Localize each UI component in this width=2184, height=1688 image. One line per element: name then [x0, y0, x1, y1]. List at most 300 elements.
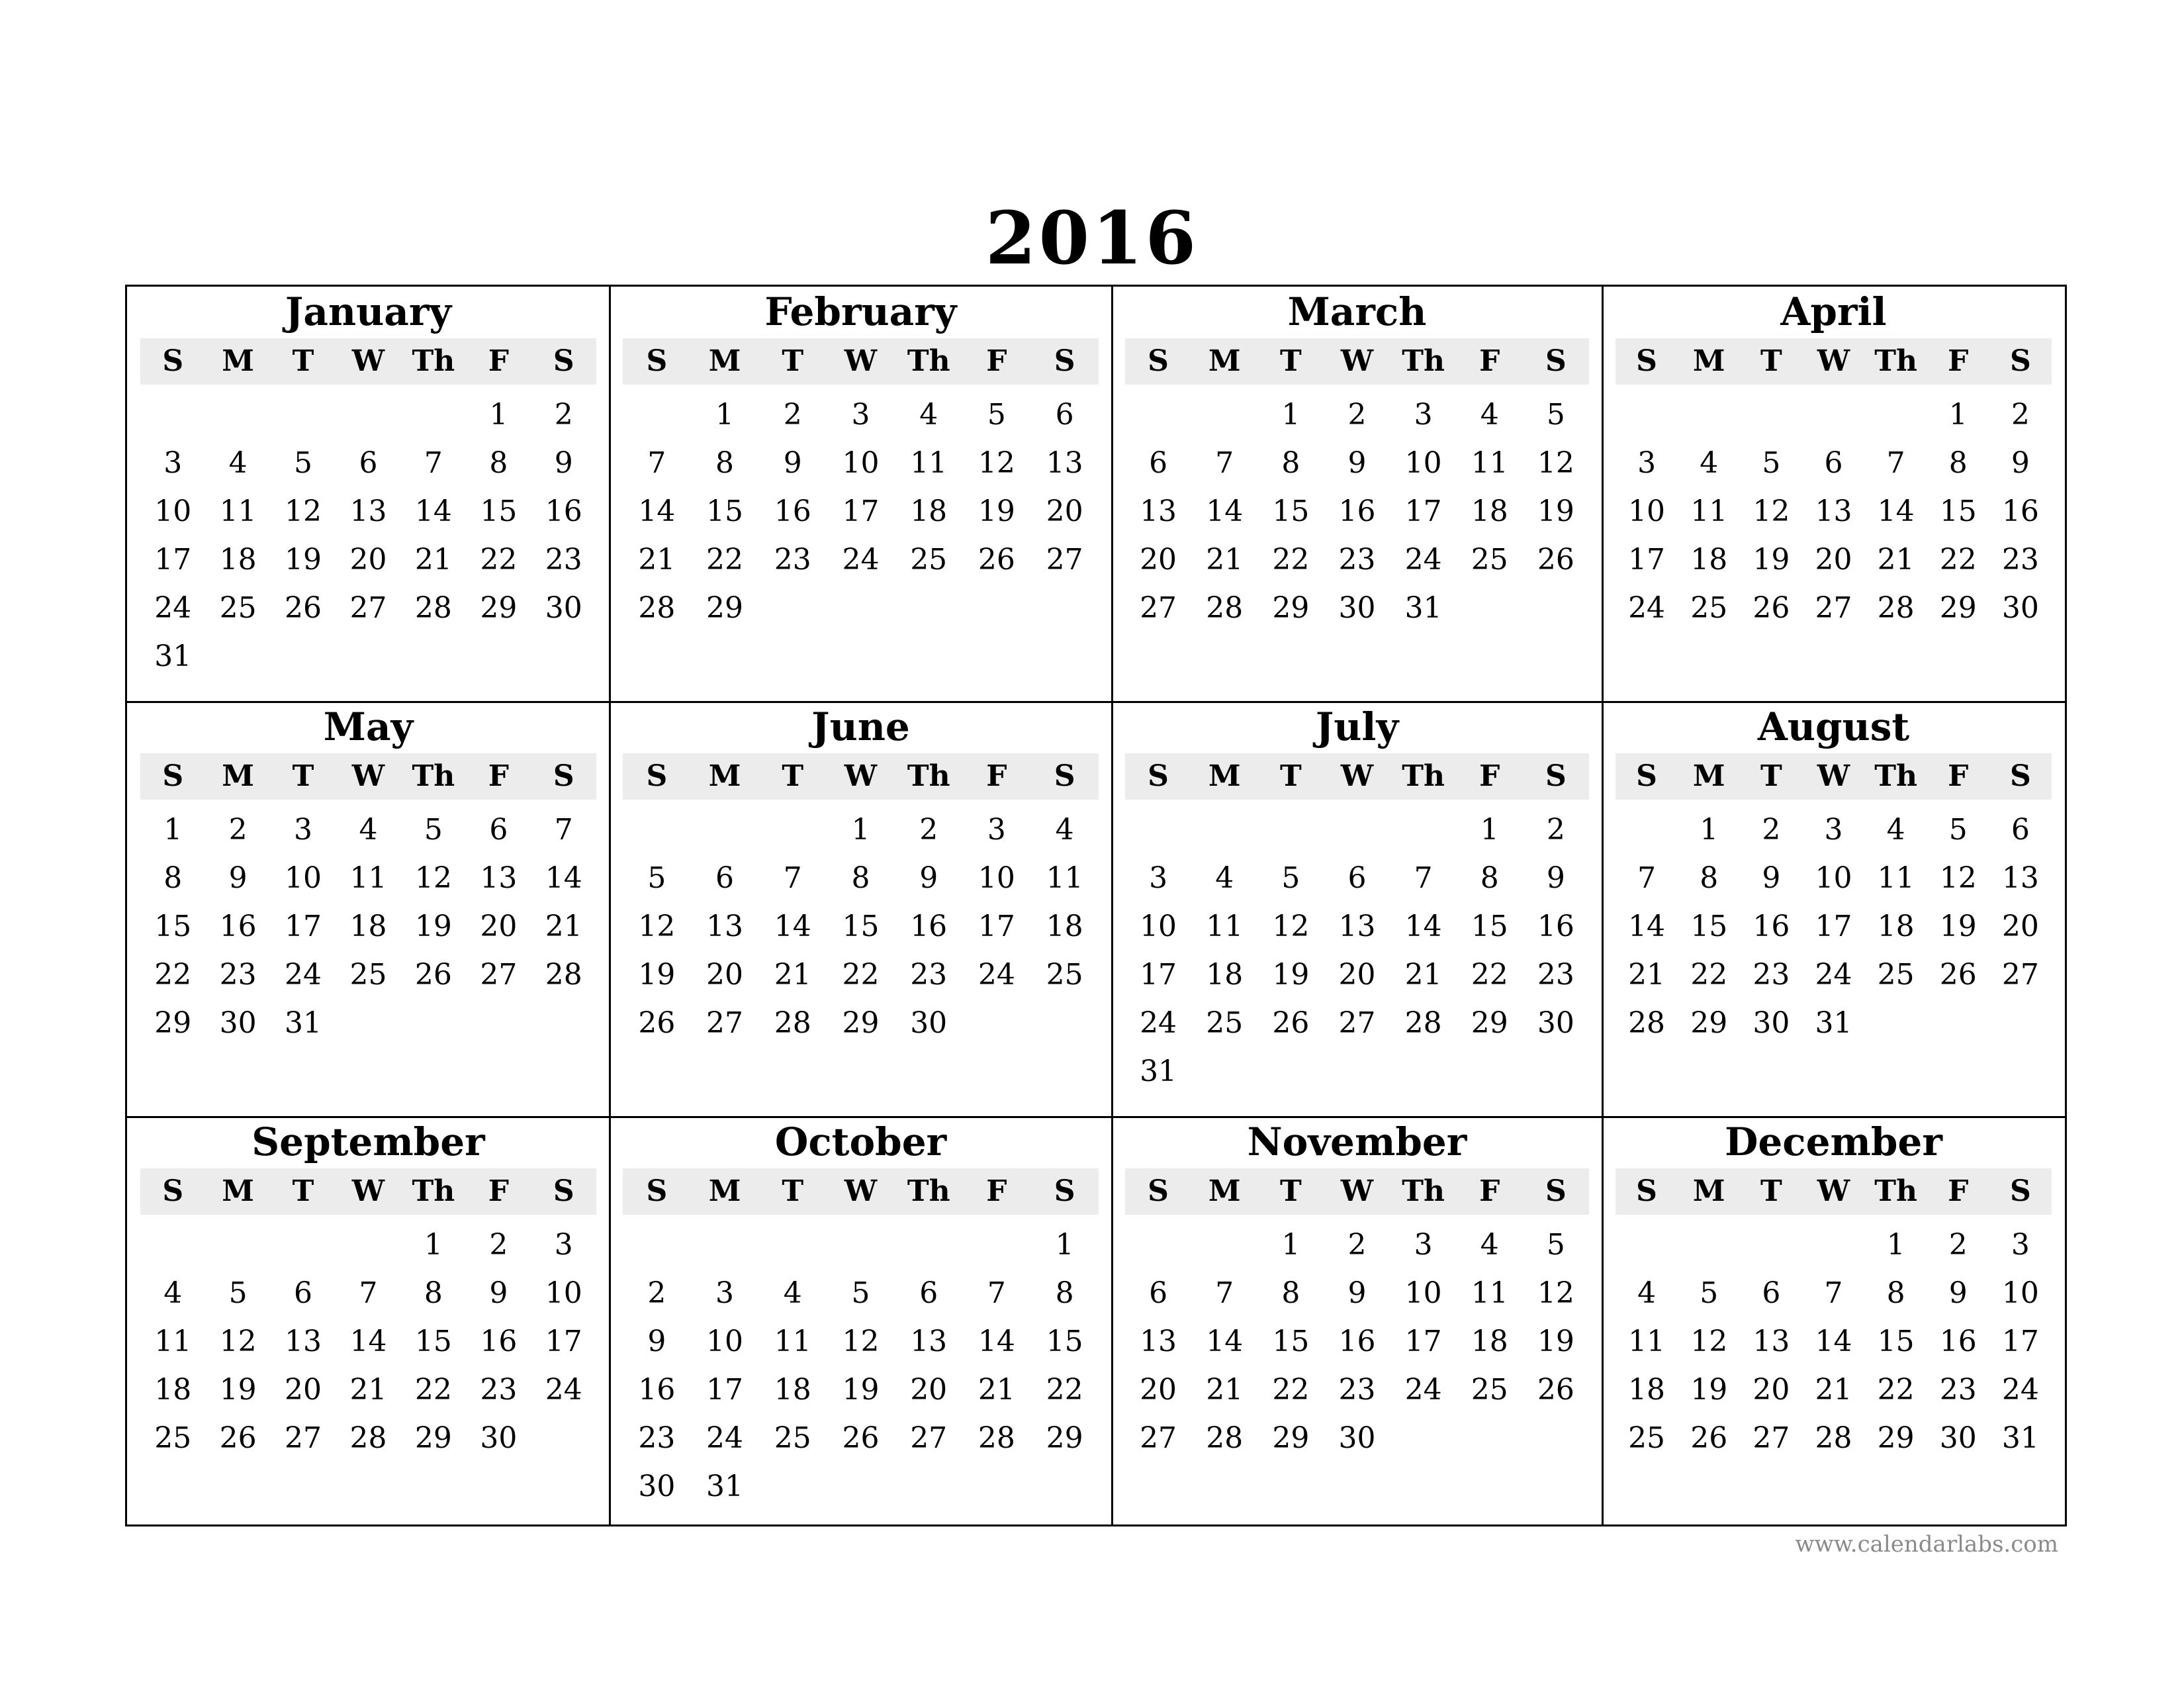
day-cell: 6 [359, 446, 378, 480]
day-cell: 16 [910, 910, 948, 943]
day-cell: 31 [1404, 591, 1442, 625]
day-cell: 14 [978, 1325, 1015, 1358]
day-cell: 25 [1471, 543, 1508, 577]
day-cell: 25 [349, 958, 387, 992]
weekday-label: T [782, 759, 804, 793]
day-cell: 14 [774, 910, 811, 943]
month-name: March [1287, 289, 1427, 334]
day-cell: 21 [638, 543, 676, 577]
weekday-label: F [986, 759, 1007, 793]
day-cell: 25 [1471, 1373, 1508, 1407]
day-cell: 19 [1939, 910, 1977, 943]
day-cell: 23 [480, 1373, 518, 1407]
day-cell: 11 [154, 1325, 192, 1358]
calendar-grid [125, 285, 2067, 1526]
weekday-label: F [1948, 759, 1969, 793]
day-cell: 19 [1690, 1373, 1728, 1407]
day-cell: 6 [715, 861, 735, 895]
weekday-label: S [1545, 1174, 1567, 1208]
day-cell: 14 [349, 1325, 387, 1358]
day-cell: 24 [842, 543, 880, 577]
day-cell: 1 [851, 813, 870, 847]
day-cell: 4 [1700, 446, 1719, 480]
weekday-label: S [1545, 344, 1567, 378]
day-cell: 24 [285, 958, 322, 992]
day-cell: 17 [2001, 1325, 2039, 1358]
credit-text: www.calendarlabs.com [1795, 1531, 2058, 1558]
day-cell: 5 [1700, 1276, 1719, 1310]
day-cell: 30 [480, 1421, 518, 1455]
weekday-label: M [222, 1174, 254, 1208]
day-cell: 26 [1537, 1373, 1574, 1407]
weekday-label: Th [1874, 344, 1917, 378]
day-cell: 21 [978, 1373, 1015, 1407]
weekday-label: F [1479, 344, 1500, 378]
day-cell: 2 [647, 1276, 666, 1310]
day-cell: 9 [919, 861, 938, 895]
weekday-label: M [222, 344, 254, 378]
weekday-label: T [1279, 759, 1302, 793]
day-cell: 22 [1690, 958, 1728, 992]
day-cell: 23 [1338, 1373, 1376, 1407]
day-cell: 2 [1347, 398, 1367, 432]
day-cell: 7 [1637, 861, 1657, 895]
day-cell: 3 [1824, 813, 1843, 847]
day-cell: 6 [2011, 813, 2030, 847]
day-cell: 22 [1939, 543, 1977, 577]
day-cell: 20 [1338, 958, 1376, 992]
day-cell: 29 [842, 1006, 880, 1040]
day-cell: 3 [1414, 1228, 1433, 1262]
day-cell: 12 [1939, 861, 1977, 895]
day-cell: 31 [285, 1006, 322, 1040]
weekday-label: F [1948, 1174, 1969, 1208]
day-cell: 19 [1272, 958, 1310, 992]
weekday-label: S [1636, 344, 1657, 378]
day-cell: 1 [1886, 1228, 1905, 1262]
day-cell: 4 [1215, 861, 1234, 895]
day-cell: 4 [163, 1276, 183, 1310]
day-cell: 9 [783, 446, 802, 480]
day-cell: 12 [285, 494, 322, 528]
day-cell: 9 [1347, 1276, 1367, 1310]
day-cell: 15 [1471, 910, 1508, 943]
weekday-label: W [1817, 759, 1850, 793]
day-cell: 11 [1206, 910, 1244, 943]
day-cell: 27 [1338, 1006, 1376, 1040]
day-cell: 12 [1537, 1276, 1574, 1310]
day-cell: 15 [1046, 1325, 1083, 1358]
day-cell: 7 [1886, 446, 1905, 480]
day-cell: 24 [706, 1421, 744, 1455]
day-cell: 12 [1537, 446, 1574, 480]
day-cell: 18 [910, 494, 948, 528]
day-cell: 17 [1404, 1325, 1442, 1358]
weekday-label: W [351, 1174, 385, 1208]
day-cell: 22 [842, 958, 880, 992]
day-cell: 6 [1149, 1276, 1168, 1310]
month-name: October [774, 1119, 947, 1164]
day-cell: 28 [1877, 591, 1915, 625]
day-cell: 25 [774, 1421, 811, 1455]
day-cell: 16 [1752, 910, 1790, 943]
day-cell: 22 [1471, 958, 1508, 992]
day-cell: 5 [1762, 446, 1781, 480]
day-cell: 5 [1546, 398, 1565, 432]
day-cell: 15 [1690, 910, 1728, 943]
day-cell: 17 [154, 543, 192, 577]
day-cell: 10 [1628, 494, 1666, 528]
day-cell: 10 [1815, 861, 1852, 895]
day-cell: 11 [1877, 861, 1915, 895]
day-cell: 31 [1140, 1055, 1177, 1088]
day-cell: 28 [978, 1421, 1015, 1455]
day-cell: 23 [1338, 543, 1376, 577]
month-name: September [251, 1119, 485, 1164]
day-cell: 28 [1206, 591, 1244, 625]
day-cell: 26 [1752, 591, 1790, 625]
month-name: December [1725, 1119, 1942, 1164]
day-cell: 31 [1815, 1006, 1852, 1040]
day-cell: 8 [424, 1276, 443, 1310]
day-cell: 8 [1948, 446, 1968, 480]
day-cell: 26 [1939, 958, 1977, 992]
weekday-label: S [1148, 1174, 1169, 1208]
day-cell: 22 [1877, 1373, 1915, 1407]
weekday-label: T [1279, 344, 1302, 378]
day-cell: 19 [1752, 543, 1790, 577]
day-cell: 15 [1272, 494, 1310, 528]
day-cell: 19 [414, 910, 452, 943]
day-cell: 28 [414, 591, 452, 625]
day-cell: 19 [978, 494, 1015, 528]
day-cell: 20 [706, 958, 744, 992]
weekday-label: S [1054, 1174, 1075, 1208]
weekday-header-row [1125, 753, 1589, 800]
day-cell: 9 [647, 1325, 666, 1358]
day-cell: 16 [545, 494, 582, 528]
day-cell: 27 [285, 1421, 322, 1455]
day-cell: 27 [910, 1421, 948, 1455]
day-cell: 14 [414, 494, 452, 528]
day-cell: 2 [1948, 1228, 1968, 1262]
day-cell: 27 [1752, 1421, 1790, 1455]
day-cell: 23 [638, 1421, 676, 1455]
day-cell: 24 [1140, 1006, 1177, 1040]
day-cell: 18 [1046, 910, 1083, 943]
day-cell: 25 [1206, 1006, 1244, 1040]
weekday-label: M [1692, 759, 1725, 793]
day-cell: 21 [1628, 958, 1666, 992]
day-cell: 10 [706, 1325, 744, 1358]
day-cell: 6 [1762, 1276, 1781, 1310]
weekday-label: Th [1402, 344, 1445, 378]
day-cell: 18 [349, 910, 387, 943]
weekday-label: T [292, 759, 314, 793]
day-cell: 1 [1700, 813, 1719, 847]
day-cell: 29 [480, 591, 518, 625]
day-cell: 29 [1046, 1421, 1083, 1455]
weekday-label: M [1692, 1174, 1725, 1208]
day-cell: 11 [1628, 1325, 1666, 1358]
month-name: August [1757, 704, 1910, 749]
day-cell: 26 [638, 1006, 676, 1040]
weekday-label: F [1479, 1174, 1500, 1208]
day-cell: 28 [349, 1421, 387, 1455]
day-cell: 21 [414, 543, 452, 577]
weekday-label: F [488, 344, 509, 378]
day-cell: 2 [1347, 1228, 1367, 1262]
day-cell: 19 [285, 543, 322, 577]
day-cell: 26 [1537, 543, 1574, 577]
day-cell: 16 [774, 494, 811, 528]
month-january [127, 287, 610, 702]
day-cell: 3 [1149, 861, 1168, 895]
day-cell: 7 [647, 446, 666, 480]
day-cell: 3 [715, 1276, 735, 1310]
day-cell: 17 [1140, 958, 1177, 992]
day-cell: 24 [1815, 958, 1852, 992]
day-cell: 18 [1877, 910, 1915, 943]
day-cell: 25 [1877, 958, 1915, 992]
day-cell: 13 [349, 494, 387, 528]
day-cell: 6 [1055, 398, 1074, 432]
day-cell: 23 [1939, 1373, 1977, 1407]
day-cell: 9 [554, 446, 573, 480]
weekday-label: W [351, 759, 385, 793]
day-cell: 14 [1206, 494, 1244, 528]
weekday-label: Th [412, 1174, 455, 1208]
day-cell: 22 [480, 543, 518, 577]
weekday-header-row [1125, 1168, 1589, 1215]
weekday-label: M [1208, 759, 1241, 793]
weekday-label: W [844, 1174, 878, 1208]
day-cell: 1 [1281, 1228, 1300, 1262]
day-cell: 28 [638, 591, 676, 625]
day-cell: 13 [1815, 494, 1852, 528]
day-cell: 23 [1752, 958, 1790, 992]
day-cell: 17 [545, 1325, 582, 1358]
day-cell: 1 [424, 1228, 443, 1262]
day-cell: 7 [1215, 1276, 1234, 1310]
day-cell: 25 [910, 543, 948, 577]
day-cell: 26 [285, 591, 322, 625]
day-cell: 29 [706, 591, 744, 625]
weekday-label: M [708, 1174, 741, 1208]
day-cell: 13 [2001, 861, 2039, 895]
day-cell: 19 [638, 958, 676, 992]
day-cell: 14 [1206, 1325, 1244, 1358]
day-cell: 1 [1055, 1228, 1074, 1262]
day-cell: 29 [1272, 591, 1310, 625]
day-cell: 7 [987, 1276, 1006, 1310]
day-cell: 20 [910, 1373, 948, 1407]
weekday-label: W [1817, 344, 1850, 378]
month-name: January [285, 289, 452, 334]
day-cell: 12 [1272, 910, 1310, 943]
day-cell: 6 [294, 1276, 313, 1310]
day-cell: 29 [1877, 1421, 1915, 1455]
weekday-label: M [708, 759, 741, 793]
weekday-label: W [844, 344, 878, 378]
weekday-header-row [1615, 1168, 2052, 1215]
month-december [1602, 1117, 2065, 1524]
weekday-header-row [1615, 753, 2052, 800]
day-cell: 10 [842, 446, 880, 480]
day-cell: 18 [154, 1373, 192, 1407]
day-cell: 19 [1537, 1325, 1574, 1358]
day-cell: 2 [1546, 813, 1565, 847]
weekday-label: Th [907, 1174, 950, 1208]
day-cell: 3 [1637, 446, 1657, 480]
day-cell: 26 [219, 1421, 257, 1455]
day-cell: 18 [774, 1373, 811, 1407]
day-cell: 27 [1140, 591, 1177, 625]
weekday-label: S [1148, 759, 1169, 793]
weekday-label: S [1545, 759, 1567, 793]
weekday-label: S [2010, 1174, 2031, 1208]
day-cell: 7 [783, 861, 802, 895]
weekday-label: S [646, 344, 668, 378]
day-cell: 24 [154, 591, 192, 625]
day-cell: 29 [1471, 1006, 1508, 1040]
day-cell: 12 [842, 1325, 880, 1358]
day-cell: 10 [1404, 446, 1442, 480]
day-cell: 29 [1690, 1006, 1728, 1040]
day-cell: 1 [715, 398, 735, 432]
year-title: 2016 [985, 195, 1199, 281]
weekday-header-row [1615, 338, 2052, 385]
day-cell: 2 [919, 813, 938, 847]
day-cell: 30 [1939, 1421, 1977, 1455]
day-cell: 22 [154, 958, 192, 992]
day-cell: 21 [1877, 543, 1915, 577]
day-cell: 27 [349, 591, 387, 625]
day-cell: 8 [715, 446, 735, 480]
day-cell: 26 [414, 958, 452, 992]
day-cell: 31 [154, 639, 192, 673]
day-cell: 4 [919, 398, 938, 432]
weekday-label: S [162, 759, 184, 793]
day-cell: 29 [1939, 591, 1977, 625]
day-cell: 30 [545, 591, 582, 625]
day-cell: 10 [978, 861, 1015, 895]
weekday-label: F [986, 344, 1007, 378]
day-cell: 27 [2001, 958, 2039, 992]
day-cell: 16 [638, 1373, 676, 1407]
month-name: November [1247, 1119, 1467, 1164]
day-cell: 15 [480, 494, 518, 528]
day-cell: 23 [1537, 958, 1574, 992]
day-cell: 3 [163, 446, 183, 480]
weekday-label: T [1760, 1174, 1782, 1208]
day-cell: 3 [554, 1228, 573, 1262]
day-cell: 24 [2001, 1373, 2039, 1407]
day-cell: 23 [910, 958, 948, 992]
day-cell: 29 [154, 1006, 192, 1040]
day-cell: 9 [228, 861, 248, 895]
day-cell: 14 [638, 494, 676, 528]
day-cell: 7 [424, 446, 443, 480]
day-cell: 4 [1480, 1228, 1499, 1262]
day-cell: 27 [480, 958, 518, 992]
day-cell: 19 [1537, 494, 1574, 528]
day-cell: 2 [489, 1228, 508, 1262]
day-cell: 8 [1281, 446, 1300, 480]
day-cell: 2 [554, 398, 573, 432]
day-cell: 30 [1537, 1006, 1574, 1040]
day-cell: 6 [1347, 861, 1367, 895]
weekday-label: S [2010, 344, 2031, 378]
day-cell: 18 [1471, 1325, 1508, 1358]
day-cell: 7 [554, 813, 573, 847]
day-cell: 7 [1215, 446, 1234, 480]
day-cell: 9 [1546, 861, 1565, 895]
day-cell: 22 [706, 543, 744, 577]
day-cell: 1 [489, 398, 508, 432]
day-cell: 22 [1046, 1373, 1083, 1407]
day-cell: 17 [978, 910, 1015, 943]
day-cell: 15 [842, 910, 880, 943]
day-cell: 9 [1762, 861, 1781, 895]
day-cell: 28 [774, 1006, 811, 1040]
day-cell: 26 [978, 543, 1015, 577]
day-cell: 2 [228, 813, 248, 847]
day-cell: 13 [285, 1325, 322, 1358]
day-cell: 3 [851, 398, 870, 432]
day-cell: 5 [294, 446, 313, 480]
day-cell: 17 [842, 494, 880, 528]
day-cell: 30 [1338, 1421, 1376, 1455]
day-cell: 20 [1140, 543, 1177, 577]
day-cell: 9 [1948, 1276, 1968, 1310]
weekday-header-row [1125, 338, 1589, 385]
day-cell: 18 [1628, 1373, 1666, 1407]
day-cell: 8 [1281, 1276, 1300, 1310]
weekday-label: S [1148, 344, 1169, 378]
day-cell: 14 [1877, 494, 1915, 528]
day-cell: 11 [219, 494, 257, 528]
day-cell: 27 [1046, 543, 1083, 577]
day-cell: 5 [1948, 813, 1968, 847]
day-cell: 24 [1404, 543, 1442, 577]
day-cell: 16 [1939, 1325, 1977, 1358]
weekday-label: W [1340, 759, 1374, 793]
day-cell: 5 [1546, 1228, 1565, 1262]
day-cell: 2 [2011, 398, 2030, 432]
day-cell: 8 [851, 861, 870, 895]
weekday-label: S [553, 344, 574, 378]
day-cell: 5 [424, 813, 443, 847]
weekday-label: M [222, 759, 254, 793]
day-cell: 25 [1046, 958, 1083, 992]
day-cell: 15 [1939, 494, 1977, 528]
day-cell: 26 [842, 1421, 880, 1455]
day-cell: 13 [910, 1325, 948, 1358]
day-cell: 17 [706, 1373, 744, 1407]
day-cell: 18 [1206, 958, 1244, 992]
day-cell: 24 [1628, 591, 1666, 625]
weekday-label: Th [1402, 1174, 1445, 1208]
day-cell: 3 [987, 813, 1006, 847]
day-cell: 18 [1690, 543, 1728, 577]
day-cell: 20 [1815, 543, 1852, 577]
day-cell: 28 [1628, 1006, 1666, 1040]
day-cell: 25 [219, 591, 257, 625]
day-cell: 30 [638, 1470, 676, 1503]
weekday-label: S [646, 759, 668, 793]
day-cell: 28 [1404, 1006, 1442, 1040]
